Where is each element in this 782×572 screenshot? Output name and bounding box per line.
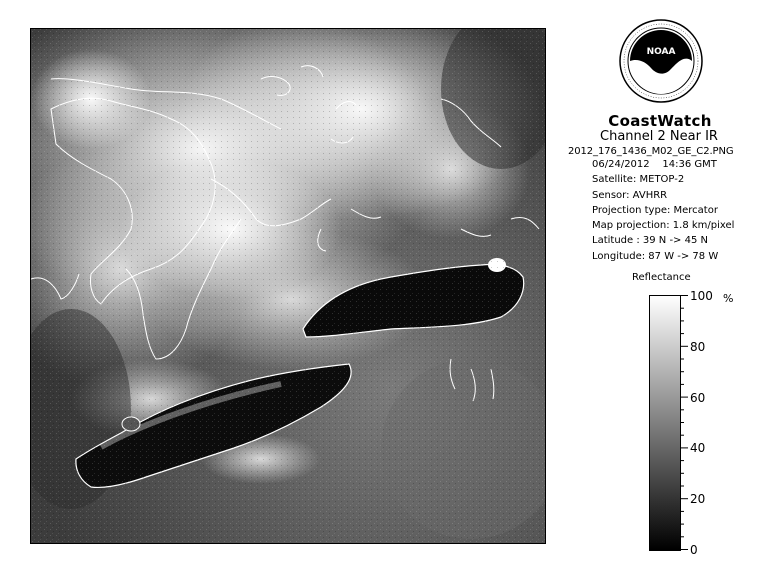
map-graphic	[31, 29, 545, 543]
noaa-logo	[618, 18, 704, 104]
datetime-row	[592, 157, 770, 172]
latitude-row: Latitude : 39 N -> 45 N	[592, 235, 708, 247]
scale-title: Reflectance	[632, 272, 691, 283]
satellite-row: Satellite: METOP-2	[592, 174, 685, 186]
channel-label: Channel 2 Near IR	[600, 129, 718, 144]
noaa-logo-icon	[618, 18, 704, 104]
logo-text: NOAA	[646, 47, 676, 57]
projection-type-row: Projection type: Mercator	[592, 204, 718, 216]
date-value: 06/24/2012	[592, 159, 650, 170]
time-value: 14:36 GMT	[662, 159, 717, 170]
info-panel	[560, 112, 770, 264]
metadata-block	[592, 157, 770, 264]
filename: 2012_176_1436_M02_GE_C2.PNG	[568, 146, 734, 157]
scale-tick-label: 80	[690, 339, 706, 354]
reflectance-colorbar	[649, 295, 681, 551]
product-title: CoastWatch	[608, 112, 712, 130]
scale-tick-label: 60	[690, 390, 706, 405]
scale-tick-label: 20	[690, 492, 706, 507]
sensor-row: Sensor: AVHRR	[592, 189, 668, 201]
map-projection-row: Map projection: 1.8 km/pixel	[592, 220, 735, 232]
scale-tick-label: 100	[690, 289, 713, 303]
satellite-map	[30, 28, 546, 544]
scale-ticks	[680, 295, 760, 551]
scale-unit: %	[723, 292, 734, 305]
longitude-row: Longitude: 87 W -> 78 W	[592, 250, 719, 262]
scale-tick-label: 0	[690, 543, 698, 557]
scale-tick-label: 40	[690, 441, 706, 456]
